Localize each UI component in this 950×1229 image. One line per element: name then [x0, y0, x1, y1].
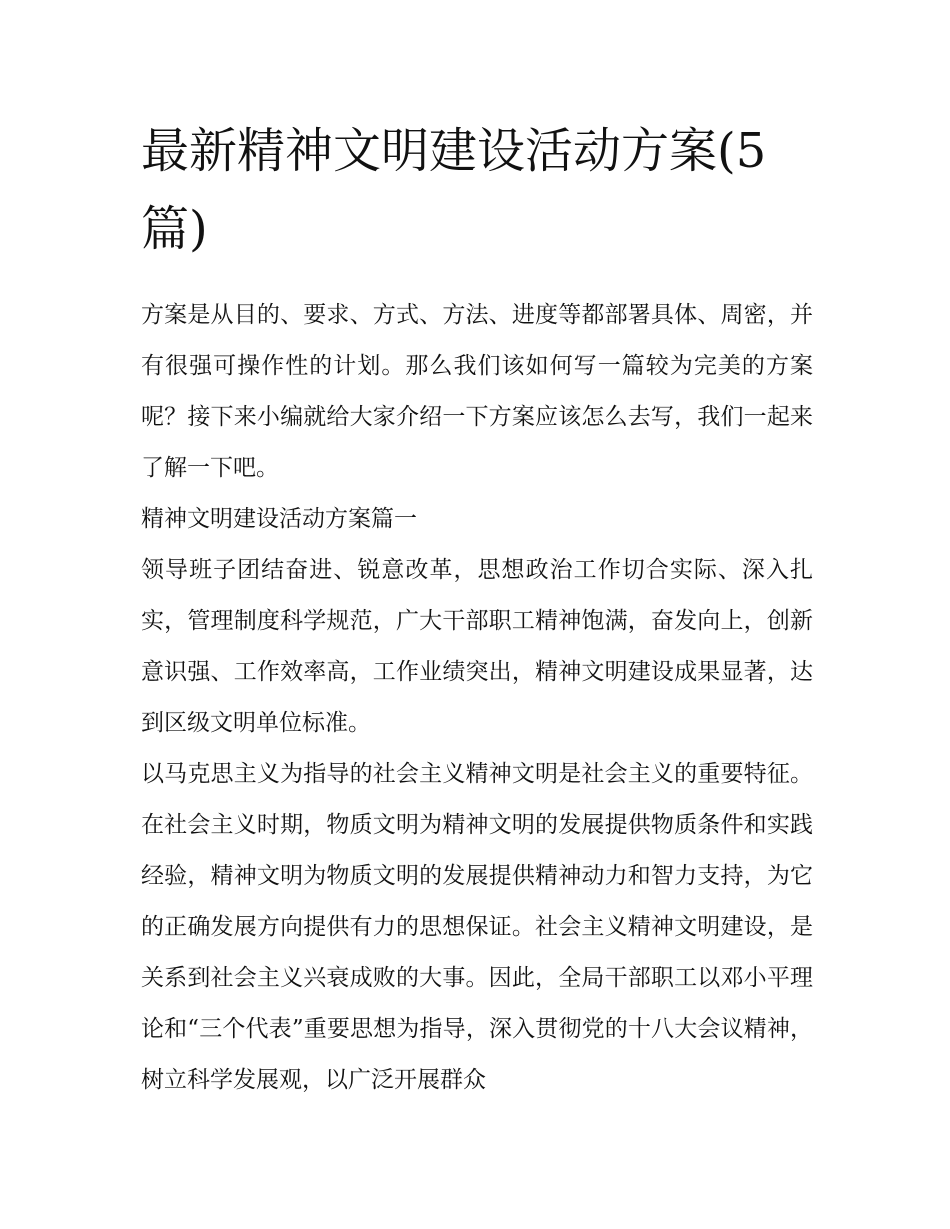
body-paragraph: 以马克思主义为指导的社会主义精神文明是社会主义的重要特征。在社会主义时期，物质文明为精神文明的发展提供物质条件和实践经验，精神文明为物质文明的发展提供精神动力和智力支持，为它的正确发展方向提供有力的思想保证。社会主义精神文明建设，是关系到社会主义兴衰成败的大事。因此，全局干部职工以邓小平理论和“三个代表”重要思想为指导，深入贯彻党的十八大会议精神，树立科学发展观，以广泛开展群众 — [141, 761, 813, 1093]
document-title: 最新精神文明建设活动方案(5篇) — [141, 123, 767, 257]
intro-paragraph: 方案是从目的、要求、方式、方法、进度等都部署具体、周密，并有很强可操作性的计划。那么我们该如何写一篇较为完美的方案呢？接下来小编就给大家介绍一下方案应该怎么去写，我们一起来了解一下吧。 — [141, 302, 813, 481]
section-heading: 精神文明建设活动方案篇一 — [141, 506, 417, 532]
body-paragraph: 领导班子团结奋进、锐意改革，思想政治工作切合实际、深入扎实，管理制度科学规范，广大干部职工精神饱满，奋发向上，创新意识强、工作效率高，工作业绩突出，精神文明建设成果显著，达到区级文明单位标准。 — [141, 557, 813, 736]
document-body — [141, 112, 813, 1106]
